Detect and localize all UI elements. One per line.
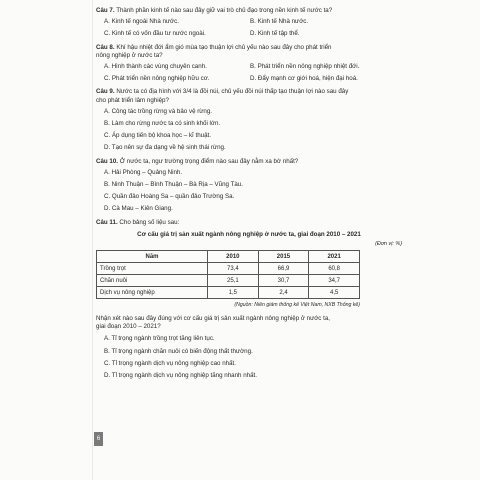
option-d: D. Tạo nên sự đa dạng về hệ sinh thái rừng. (104, 144, 226, 152)
question-9 (96, 89, 402, 151)
page-number: 6 (94, 432, 103, 446)
table-cell: 4,5 (309, 287, 360, 299)
option-c: C. Áp dụng tiến bộ khoa học – kĩ thuật. (104, 132, 211, 140)
question-prompt-line2: giai đoạn 2010 – 2021? (96, 323, 161, 331)
question-label: Câu 7. (96, 7, 115, 14)
options-grid (104, 19, 402, 37)
question-stem-line2: cho phát triển lâm nghiệp? (96, 96, 169, 104)
header-cell: 2010 (208, 251, 259, 263)
table-cell: 60,8 (309, 263, 360, 275)
question-stem: Ở nước ta, ngư trường trọng điểm nào sau đây nằm xa bờ nhất? (119, 157, 299, 165)
option-c: C. Phát triển nền nông nghiệp hữu cơ. (104, 75, 210, 83)
question-stem: Thành phần kinh tế nào sau đây giữ vai trò chủ đạo trong nền kinh tế nước ta? (116, 7, 333, 14)
question-stem-line2: nông nghiệp ở nước ta? (96, 51, 163, 59)
question-label: Câu 10. (96, 157, 119, 165)
question-label: Câu 9. (96, 88, 115, 96)
options-grid (104, 64, 402, 82)
option-a: A. Hải Phòng – Quảng Ninh. (104, 168, 183, 176)
table-title: Cơ cấu giá trị sản xuất ngành nông nghiệp ở nước ta, giai đoạn 2010 – 2021 (137, 230, 361, 238)
table-cell: 30,7 (258, 275, 309, 287)
table-cell: 2,4 (258, 287, 309, 299)
option-c: C. Quần đảo Hoàng Sa – quần đảo Trường Sa. (104, 193, 235, 201)
option-a: A. Tỉ trọng ngành trồng trọt tăng liên tục. (104, 335, 215, 343)
table-cell: 1,5 (208, 287, 259, 299)
options-list (104, 336, 402, 379)
table-cell: 34,7 (309, 275, 360, 287)
option-b: B. Phát triển nền nông nghiệp nhiệt đới. (250, 63, 360, 71)
question-label: Câu 8. (96, 43, 115, 51)
question-7 (96, 8, 402, 38)
question-10 (96, 159, 402, 213)
option-d: D. Kinh tế tập thể. (250, 30, 300, 38)
header-cell: 2021 (309, 251, 360, 263)
table-row (97, 275, 360, 287)
page-gutter (92, 0, 93, 480)
option-c: C. Kinh tế có vốn đầu tư nước ngoài. (104, 30, 206, 38)
question-stem: Cho bảng số liệu sau: (119, 218, 180, 226)
header-cell: 2015 (258, 251, 309, 263)
question-prompt-line1: Nhận xét nào sau đây đúng với cơ cấu giá trị sản xuất ngành nông nghiệp ở nước ta, (96, 314, 330, 322)
table-unit: (Đơn vị: %) (375, 241, 402, 248)
table-cell: 66,9 (258, 263, 309, 275)
option-d: D. Đẩy mạnh cơ giới hoá, hiện đại hoá. (250, 75, 358, 83)
option-d: D. Cà Mau – Kiên Giang. (104, 205, 173, 213)
option-b: B. Tỉ trọng ngành chăn nuôi có biến động thất thường. (104, 347, 253, 355)
data-table (96, 250, 360, 299)
row-label: Trồng trọt (97, 263, 208, 275)
table-row (97, 287, 360, 299)
table-header-row (97, 251, 360, 263)
option-a: A. Kinh tế ngoài Nhà nước. (104, 18, 179, 26)
question-prompt (96, 315, 402, 332)
option-b: B. Làm cho rừng nước ta có sinh khối lớn. (104, 120, 221, 128)
option-d: D. Tỉ trọng ngành dịch vụ nông nghiệp tăng nhanh nhất. (104, 372, 257, 379)
question-stem-line1: Nước ta có địa hình với 3/4 là đồi núi, chủ yếu đồi núi thấp tạo thuận lợi nào sau đây (116, 88, 349, 96)
content-area (96, 8, 402, 386)
question-11 (96, 220, 402, 380)
question-stem-line1: Khí hậu nhiệt đới ẩm gió mùa tạo thuận lợi chủ yếu nào sau đây cho phát triển (116, 43, 332, 51)
row-label: Chăn nuôi (97, 275, 208, 287)
table-source: (Nguồn: Niên giám thống kê Việt Nam, NXB Thống kê) (234, 302, 360, 309)
options-list (104, 170, 402, 213)
question-8 (96, 45, 402, 83)
option-c: C. Tỉ trọng ngành dịch vụ nông nghiệp cao nhất. (104, 359, 236, 367)
option-b: B. Ninh Thuận – Bình Thuận – Bà Rịa – Vũng Tàu. (104, 181, 243, 189)
option-a: A. Hình thành các vùng chuyên canh. (104, 63, 207, 71)
table-cell: 25,1 (208, 275, 259, 287)
question-label: Câu 11. (96, 218, 118, 226)
table-cell: 73,4 (208, 263, 259, 275)
header-cell: Năm (97, 251, 208, 263)
option-b: B. Kinh tế Nhà nước. (250, 18, 309, 26)
row-label: Dịch vụ nông nghiệp (97, 287, 208, 299)
option-a: A. Công tác trồng rừng và bảo vệ rừng. (104, 107, 213, 115)
table-row (97, 263, 360, 275)
options-list (104, 109, 402, 152)
